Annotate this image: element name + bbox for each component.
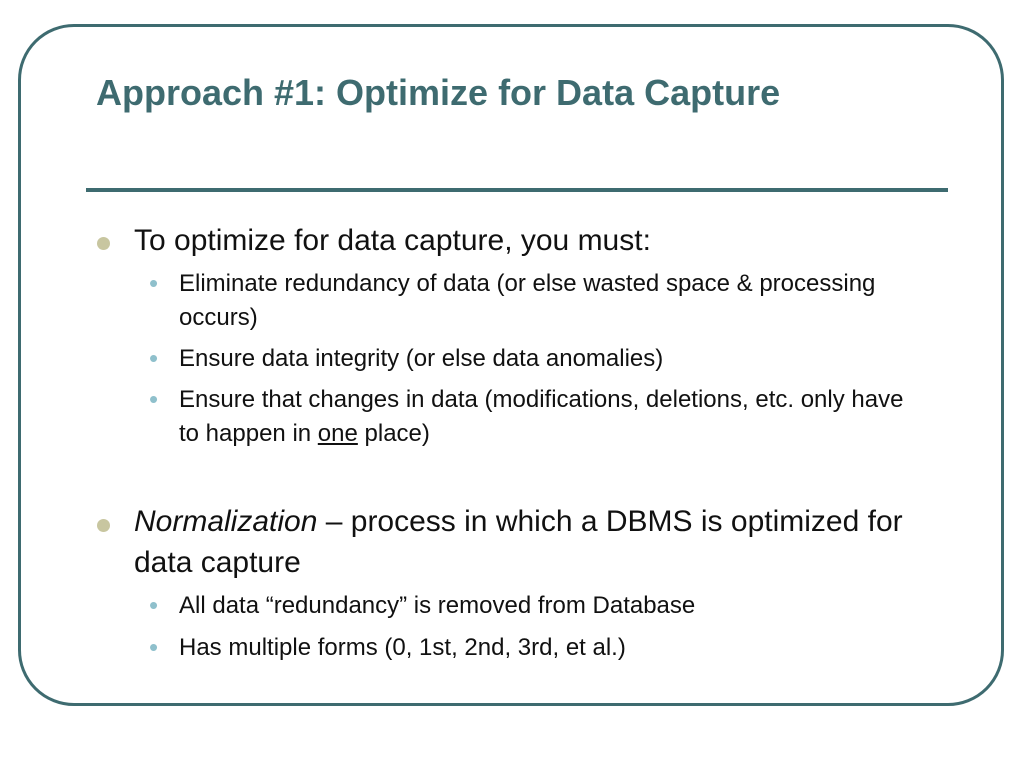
bullet-2-sub-2: Has multiple forms (0, 1st, 2nd, 3rd, et al.)	[179, 634, 626, 661]
dot-bullet-icon: •	[149, 343, 159, 373]
dot-bullet-icon: •	[149, 590, 159, 620]
bullet-1-sub-3-post: place)	[357, 420, 430, 447]
bullet-1-sub-1: Eliminate redundancy of data (or else wasted space & processing occurs)	[179, 270, 876, 331]
round-bullet-icon	[97, 519, 110, 532]
dot-bullet-icon: •	[149, 384, 159, 414]
bullet-1-sub-2: Ensure data integrity (or else data anomalies)	[179, 345, 664, 372]
bullet-2-definition: – process in which a DBMS is optimized for data capture	[134, 505, 903, 579]
slide-title: Approach #1: Optimize for Data Capture	[96, 72, 781, 113]
bullet-1-text: To optimize for data capture, you must:	[134, 224, 651, 257]
bullet-1-sub-3-emphasis: one	[317, 420, 358, 447]
bullet-2-term: Normalization	[134, 505, 318, 538]
bullet-2-sub-1: All data “redundancy” is removed from Database	[179, 592, 696, 619]
dot-bullet-icon: •	[149, 632, 159, 662]
dot-bullet-icon: •	[149, 268, 159, 298]
bullet-1-sub-3	[179, 383, 909, 451]
round-bullet-icon	[97, 237, 110, 250]
bullet-1-sub-3-pre: Ensure that changes in data (modifications, deletions, etc. only have to happen in	[179, 386, 904, 447]
bullet-2-text	[134, 501, 914, 583]
